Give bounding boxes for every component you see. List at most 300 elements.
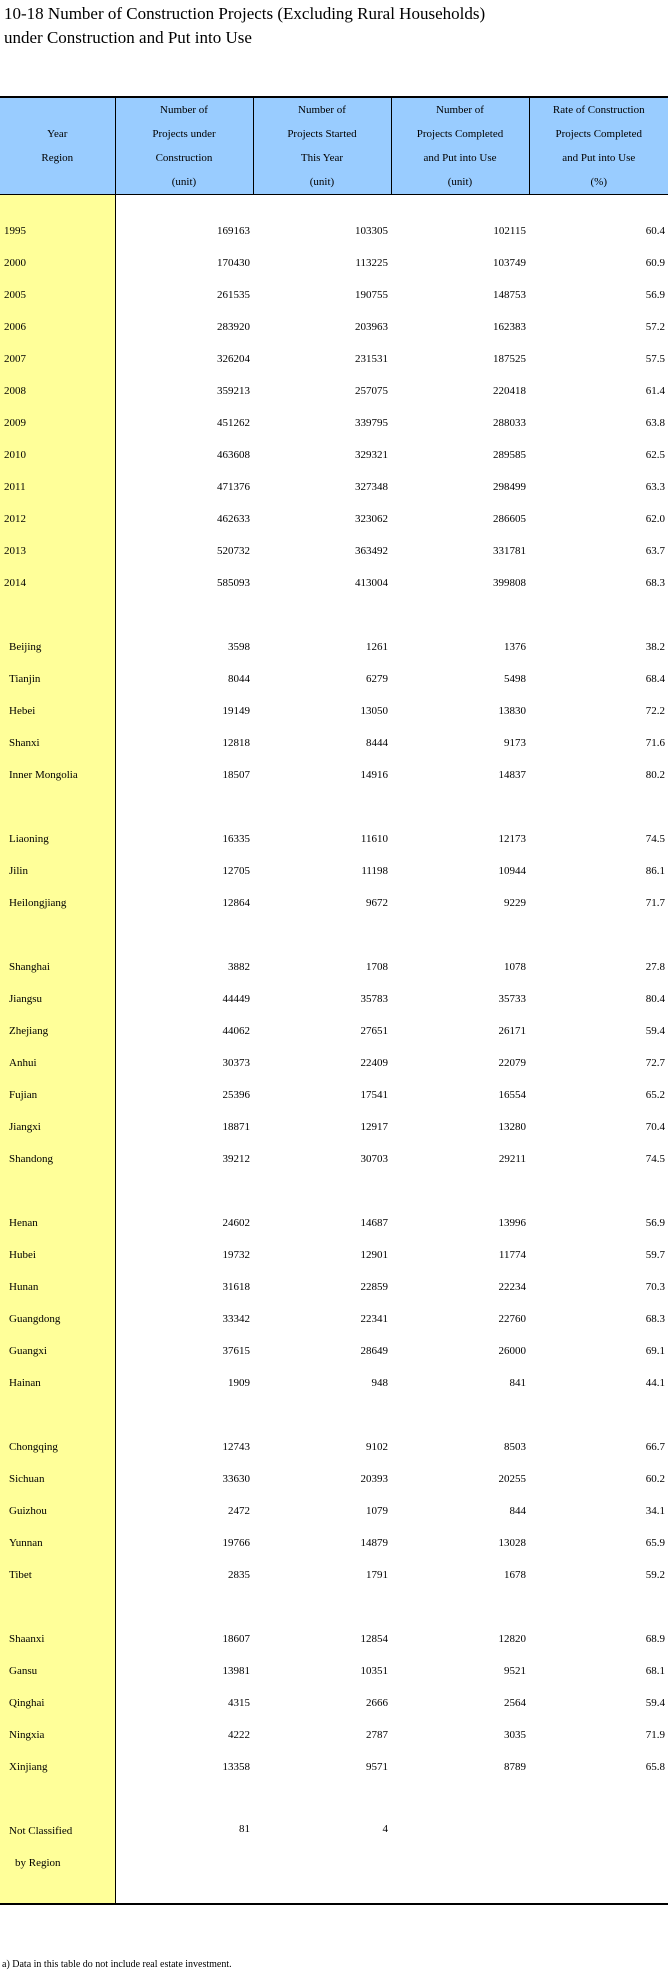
spacer-cell [115, 1783, 253, 1815]
cell-rate: 63.3 [645, 481, 665, 493]
cell-completed: 844 [509, 1505, 526, 1517]
cell-rate: 59.4 [645, 1697, 665, 1709]
cell-completed: 12173 [498, 833, 526, 845]
table-row [0, 759, 668, 791]
cell-started: 9571 [366, 1761, 388, 1773]
cell-completed: 3035 [504, 1729, 526, 1741]
data-table-container [0, 96, 668, 1905]
cell-completed [391, 1815, 529, 1879]
row-label: Hubei [0, 1239, 115, 1271]
spacer-cell [391, 919, 529, 951]
spacer-cell [0, 919, 115, 951]
header-projects-completed [391, 97, 529, 195]
cell-under-construction: 33630 [222, 1473, 250, 1485]
cell-completed: 103749 [493, 257, 526, 269]
cell-started: 9102 [366, 1441, 388, 1453]
cell-completed: 288033 [493, 417, 526, 429]
cell-under-construction: 4222 [228, 1729, 250, 1741]
spacer-row [0, 1399, 668, 1431]
cell-started: 103305 [355, 225, 388, 237]
cell-rate: 68.3 [645, 577, 665, 589]
row-label: 2000 [0, 247, 115, 279]
spacer-cell [0, 1175, 115, 1207]
spacer-cell [391, 1879, 529, 1904]
cell-rate: 60.9 [645, 257, 665, 269]
cell-under-construction: 18607 [222, 1633, 250, 1645]
table-row [0, 1623, 668, 1655]
row-label: Shandong [0, 1143, 115, 1175]
cell-under-construction: 12818 [222, 737, 250, 749]
row-label: Qinghai [0, 1687, 115, 1719]
header-text: and Put into Use [562, 152, 636, 164]
header-text: Number of [436, 104, 484, 116]
cell-under-construction: 19149 [222, 705, 250, 717]
cell-started: 35783 [360, 993, 388, 1005]
cell-started: 203963 [355, 321, 388, 333]
cell-started: 113225 [355, 257, 388, 269]
spacer-cell [0, 791, 115, 823]
cell-rate: 57.5 [645, 353, 665, 365]
header-text: Rate of Construction [552, 104, 645, 116]
cell-started: 363492 [355, 545, 388, 557]
cell-under-construction: 30373 [222, 1057, 250, 1069]
cell-completed: 9521 [504, 1665, 526, 1677]
table-row [0, 951, 668, 983]
cell-completed: 9173 [504, 737, 526, 749]
spacer-cell [391, 1591, 529, 1623]
cell-started: 4 [382, 1823, 388, 1835]
cell-rate: 44.1 [645, 1377, 665, 1389]
cell-started: 1261 [366, 641, 388, 653]
row-label: Beijing [0, 631, 115, 663]
cell-under-construction: 462633 [217, 513, 250, 525]
data-table [0, 96, 668, 1905]
cell-completed: 841 [509, 1377, 526, 1389]
header-text: Projects Started [287, 128, 357, 140]
header-text: Number of [160, 104, 208, 116]
cell-started: 12854 [360, 1633, 388, 1645]
header-text: (unit) [171, 176, 197, 188]
header-text: (unit) [447, 176, 473, 188]
cell-rate: 63.8 [645, 417, 665, 429]
table-row [0, 1111, 668, 1143]
table-row [0, 855, 668, 887]
row-label: Shanxi [0, 727, 115, 759]
table-row [0, 823, 668, 855]
table-row-not-classified [0, 1815, 668, 1879]
cell-rate: 60.2 [645, 1473, 665, 1485]
table-row [0, 503, 668, 535]
cell-under-construction: 451262 [217, 417, 250, 429]
cell-started: 329321 [355, 449, 388, 461]
row-label: Guizhou [0, 1495, 115, 1527]
table-row [0, 1431, 668, 1463]
row-label: 2011 [0, 471, 115, 503]
cell-started: 20393 [360, 1473, 388, 1485]
cell-under-construction: 16335 [222, 833, 250, 845]
row-label: Jiangsu [0, 983, 115, 1015]
cell-rate: 38.2 [645, 641, 665, 653]
spacer-cell [0, 195, 115, 216]
cell-rate: 68.3 [645, 1313, 665, 1325]
cell-started: 6279 [366, 673, 388, 685]
cell-rate: 59.7 [645, 1249, 665, 1261]
table-row [0, 663, 668, 695]
table-row [0, 1687, 668, 1719]
spacer-cell [253, 919, 391, 951]
cell-under-construction: 19732 [222, 1249, 250, 1261]
title-line-1: 10-18 Number of Construction Projects (Excluding Rural Households) [4, 4, 486, 23]
spacer-cell [115, 599, 253, 631]
cell-rate: 68.4 [645, 673, 665, 685]
spacer-cell [0, 1879, 115, 1904]
cell-rate: 70.4 [645, 1121, 665, 1133]
cell-under-construction: 4315 [228, 1697, 250, 1709]
cell-completed: 220418 [493, 385, 526, 397]
cell-completed: 1678 [504, 1569, 526, 1581]
table-row [0, 1367, 668, 1399]
cell-rate: 80.2 [645, 769, 665, 781]
spacer-cell [115, 1399, 253, 1431]
table-row [0, 279, 668, 311]
spacer-row [0, 1879, 668, 1904]
cell-started: 28649 [360, 1345, 388, 1357]
cell-under-construction: 13981 [222, 1665, 250, 1677]
row-label: Yunnan [0, 1527, 115, 1559]
footnote: a) Data in this table do not include real estate investment. [2, 1959, 232, 1970]
row-label: Jiangxi [0, 1111, 115, 1143]
table-row [0, 247, 668, 279]
cell-completed: 187525 [493, 353, 526, 365]
cell-under-construction: 170430 [217, 257, 250, 269]
cell-started: 1791 [366, 1569, 388, 1581]
header-region-label: Region [41, 152, 74, 164]
cell-under-construction: 25396 [222, 1089, 250, 1101]
cell-completed: 162383 [493, 321, 526, 333]
cell-under-construction: 31618 [222, 1281, 250, 1293]
cell-completed: 399808 [493, 577, 526, 589]
spacer-cell [115, 1175, 253, 1207]
table-row [0, 439, 668, 471]
cell-started: 231531 [355, 353, 388, 365]
cell-started: 30703 [360, 1153, 388, 1165]
cell-under-construction: 12743 [222, 1441, 250, 1453]
cell-rate: 59.2 [645, 1569, 665, 1581]
cell-completed: 20255 [498, 1473, 526, 1485]
table-row [0, 1271, 668, 1303]
row-label: 2010 [0, 439, 115, 471]
table-body [0, 195, 668, 1905]
spacer-cell [115, 791, 253, 823]
cell-under-construction: 2472 [228, 1505, 250, 1517]
cell-started: 13050 [360, 705, 388, 717]
cell-completed: 298499 [493, 481, 526, 493]
cell-started: 327348 [355, 481, 388, 493]
row-label: 1995 [0, 215, 115, 247]
header-text: Projects Completed [555, 128, 642, 140]
cell-under-construction: 39212 [222, 1153, 250, 1165]
cell-completed: 26000 [498, 1345, 526, 1357]
table-row [0, 1047, 668, 1079]
cell-completed: 1376 [504, 641, 526, 653]
table-row [0, 1015, 668, 1047]
cell-rate: 68.9 [645, 1633, 665, 1645]
spacer-cell [529, 195, 668, 216]
cell-under-construction: 12705 [222, 865, 250, 877]
table-row [0, 1751, 668, 1783]
cell-under-construction: 37615 [222, 1345, 250, 1357]
spacer-cell [529, 1783, 668, 1815]
cell-completed: 35733 [498, 993, 526, 1005]
table-row [0, 567, 668, 599]
cell-under-construction: 283920 [217, 321, 250, 333]
table-row [0, 407, 668, 439]
cell-under-construction: 520732 [217, 545, 250, 557]
table-row [0, 1207, 668, 1239]
row-label: 2009 [0, 407, 115, 439]
spacer-row [0, 919, 668, 951]
header-text: and Put into Use [423, 152, 497, 164]
cell-completed: 148753 [493, 289, 526, 301]
spacer-cell [391, 1175, 529, 1207]
cell-rate: 72.2 [645, 705, 665, 717]
cell-under-construction: 585093 [217, 577, 250, 589]
cell-started: 12917 [360, 1121, 388, 1133]
cell-started: 2666 [366, 1697, 388, 1709]
page-title [4, 2, 664, 50]
row-label: Liaoning [0, 823, 115, 855]
spacer-cell [391, 791, 529, 823]
spacer-cell [253, 1175, 391, 1207]
cell-started: 413004 [355, 577, 388, 589]
cell-completed: 102115 [493, 225, 526, 237]
spacer-cell [529, 1175, 668, 1207]
cell-rate: 80.4 [645, 993, 665, 1005]
cell-rate: 72.7 [645, 1057, 665, 1069]
row-label: Gansu [0, 1655, 115, 1687]
cell-started: 1708 [366, 961, 388, 973]
row-label: Xinjiang [0, 1751, 115, 1783]
row-label: Hebei [0, 695, 115, 727]
cell-rate: 27.8 [645, 961, 665, 973]
table-row [0, 1495, 668, 1527]
cell-started: 11198 [361, 865, 388, 877]
cell-started: 8444 [366, 737, 388, 749]
table-row [0, 1239, 668, 1271]
cell-started: 190755 [355, 289, 388, 301]
cell-under-construction: 3598 [228, 641, 250, 653]
spacer-cell [391, 1399, 529, 1431]
spacer-cell [253, 1591, 391, 1623]
row-label: Tianjin [0, 663, 115, 695]
cell-rate: 71.7 [645, 897, 665, 909]
cell-completed: 289585 [493, 449, 526, 461]
table-row [0, 471, 668, 503]
spacer-cell [0, 599, 115, 631]
table-row [0, 1463, 668, 1495]
cell-rate: 86.1 [645, 865, 665, 877]
cell-started: 10351 [360, 1665, 388, 1677]
spacer-row [0, 599, 668, 631]
spacer-cell [253, 1879, 391, 1904]
cell-started: 22341 [360, 1313, 388, 1325]
spacer-row [0, 1783, 668, 1815]
spacer-cell [253, 1399, 391, 1431]
header-text: (unit) [309, 176, 335, 188]
spacer-cell [115, 1591, 253, 1623]
cell-completed: 12820 [498, 1633, 526, 1645]
row-label: Heilongjiang [0, 887, 115, 919]
cell-completed: 8503 [504, 1441, 526, 1453]
header-text: Projects under [152, 128, 216, 140]
cell-rate: 71.6 [645, 737, 665, 749]
cell-started: 22409 [360, 1057, 388, 1069]
cell-rate: 65.2 [645, 1089, 665, 1101]
cell-completed: 10944 [498, 865, 526, 877]
cell-completed: 13280 [498, 1121, 526, 1133]
cell-under-construction: 81 [239, 1823, 250, 1835]
cell-rate: 71.9 [645, 1729, 665, 1741]
row-label: 2012 [0, 503, 115, 535]
cell-under-construction: 471376 [217, 481, 250, 493]
spacer-cell [253, 791, 391, 823]
table-row [0, 215, 668, 247]
spacer-cell [115, 195, 253, 216]
cell-rate: 56.9 [645, 289, 665, 301]
table-row [0, 1335, 668, 1367]
header-text: Projects Completed [416, 128, 504, 140]
table-row [0, 631, 668, 663]
cell-under-construction: 359213 [217, 385, 250, 397]
row-label: Hainan [0, 1367, 115, 1399]
spacer-cell [0, 1591, 115, 1623]
table-row [0, 1719, 668, 1751]
cell-completed: 29211 [498, 1153, 526, 1165]
table-row [0, 695, 668, 727]
table-row [0, 311, 668, 343]
cell-rate: 69.1 [645, 1345, 665, 1357]
cell-completed: 22760 [498, 1313, 526, 1325]
row-label: Henan [0, 1207, 115, 1239]
cell-started: 948 [371, 1377, 388, 1389]
cell-under-construction: 2835 [228, 1569, 250, 1581]
cell-rate: 74.5 [645, 1153, 665, 1165]
spacer-row [0, 791, 668, 823]
row-label: Fujian [0, 1079, 115, 1111]
cell-under-construction: 44449 [222, 993, 250, 1005]
cell-completed: 13996 [498, 1217, 526, 1229]
cell-under-construction: 18507 [222, 769, 250, 781]
cell-rate: 62.0 [645, 513, 665, 525]
row-label: Shaanxi [0, 1623, 115, 1655]
row-label: Shanghai [0, 951, 115, 983]
row-label: Guangdong [0, 1303, 115, 1335]
cell-completed: 22079 [498, 1057, 526, 1069]
cell-completed: 13028 [498, 1537, 526, 1549]
cell-rate: 70.3 [645, 1281, 665, 1293]
table-row [0, 983, 668, 1015]
spacer-cell [253, 195, 391, 216]
row-label: 2005 [0, 279, 115, 311]
row-label: Chongqing [0, 1431, 115, 1463]
header-text: Number of [298, 104, 346, 116]
header-projects-under-construction [115, 97, 253, 195]
table-row [0, 535, 668, 567]
cell-started: 27651 [360, 1025, 388, 1037]
cell-completed: 16554 [498, 1089, 526, 1101]
table-row [0, 1559, 668, 1591]
cell-started: 22859 [360, 1281, 388, 1293]
spacer-cell [529, 919, 668, 951]
cell-rate: 61.4 [645, 385, 665, 397]
spacer-row [0, 1591, 668, 1623]
row-label [0, 1815, 115, 1879]
cell-completed: 8789 [504, 1761, 526, 1773]
cell-rate: 74.5 [645, 833, 665, 845]
cell-completed: 22234 [498, 1281, 526, 1293]
header-text: This Year [300, 152, 344, 164]
cell-started: 11610 [360, 833, 388, 845]
row-label: Anhui [0, 1047, 115, 1079]
row-label-line-2: by Region [15, 1857, 61, 1869]
cell-under-construction: 33342 [222, 1313, 250, 1325]
table-row [0, 1655, 668, 1687]
row-label: Sichuan [0, 1463, 115, 1495]
row-label: Inner Mongolia [0, 759, 115, 791]
cell-completed: 1078 [504, 961, 526, 973]
spacer-cell [253, 599, 391, 631]
row-label: Jilin [0, 855, 115, 887]
header-year-label: Year [47, 128, 68, 140]
spacer-cell [529, 1879, 668, 1904]
spacer-cell [253, 1783, 391, 1815]
cell-rate: 63.7 [645, 545, 665, 557]
cell-rate: 57.2 [645, 321, 665, 333]
row-label: Hunan [0, 1271, 115, 1303]
cell-completed: 9229 [504, 897, 526, 909]
cell-completed: 5498 [504, 673, 526, 685]
table-row [0, 343, 668, 375]
spacer-cell [529, 599, 668, 631]
spacer-cell [391, 599, 529, 631]
cell-under-construction: 12864 [222, 897, 250, 909]
cell-completed: 14837 [498, 769, 526, 781]
cell-rate: 56.9 [645, 1217, 665, 1229]
row-label: Ningxia [0, 1719, 115, 1751]
spacer-cell [0, 1783, 115, 1815]
cell-rate: 66.7 [645, 1441, 665, 1453]
title-line-2: under Construction and Put into Use [4, 28, 252, 47]
cell-under-construction: 24602 [222, 1217, 250, 1229]
cell-started: 339795 [355, 417, 388, 429]
cell-under-construction: 326204 [217, 353, 250, 365]
spacer-cell [529, 791, 668, 823]
spacer-cell [391, 1783, 529, 1815]
table-row [0, 375, 668, 407]
cell-started: 17541 [360, 1089, 388, 1101]
cell-under-construction: 463608 [217, 449, 250, 461]
spacer-row [0, 1175, 668, 1207]
cell-started: 257075 [355, 385, 388, 397]
row-label: 2013 [0, 535, 115, 567]
cell-started: 14916 [360, 769, 388, 781]
cell-under-construction: 19766 [222, 1537, 250, 1549]
cell-rate [529, 1815, 668, 1879]
table-row [0, 1079, 668, 1111]
cell-rate: 60.4 [645, 225, 665, 237]
cell-rate: 62.5 [645, 449, 665, 461]
spacer-cell [529, 1591, 668, 1623]
